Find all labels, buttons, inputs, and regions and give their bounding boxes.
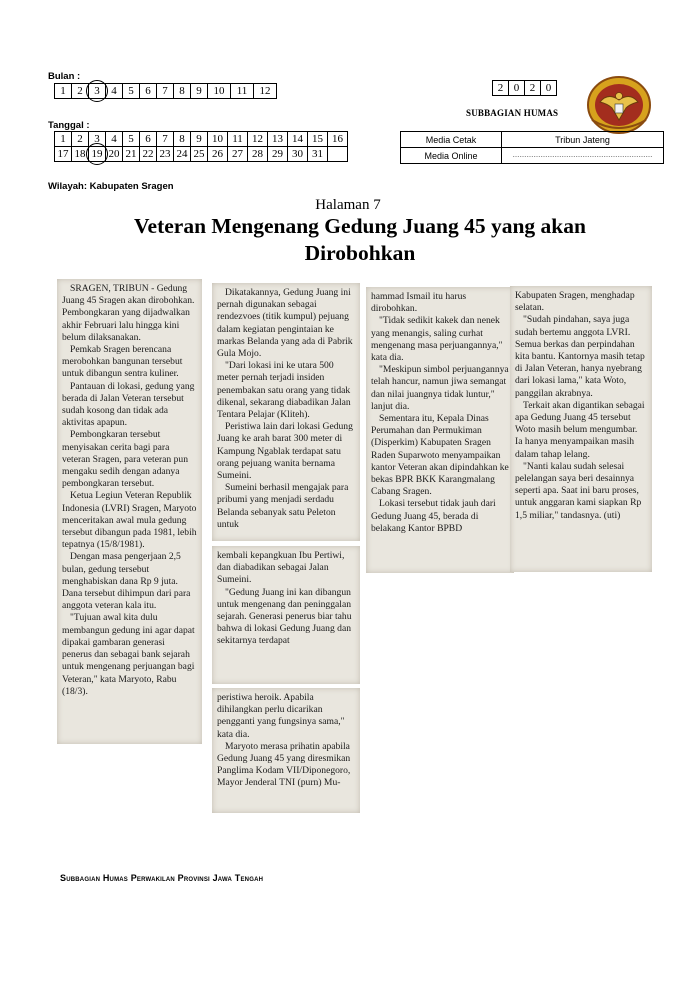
month-cell: 9 bbox=[191, 84, 208, 99]
article-column-3 bbox=[366, 287, 514, 573]
date-cell: 14 bbox=[288, 132, 308, 147]
date-cell: 24 bbox=[174, 147, 191, 162]
garuda-emblem-icon bbox=[586, 74, 652, 136]
article-paragraph: peristiwa heroik. Apabila dihilangkan perlu dicarikan pengganti yang fungsinya sama," kata dia. bbox=[217, 692, 345, 740]
article-paragraph: kembali kepangkuan Ibu Pertiwi, dan diabadikan sebagai Jalan Sumeini. bbox=[217, 550, 345, 586]
month-cell: 7 bbox=[157, 84, 174, 99]
article-paragraph: "Meskipun simbol perjuangannya telah hancur, namun jiwa semangat dan nilai juangnya tidak luntur," lanjut dia. bbox=[371, 364, 509, 412]
media-online-value: …………………………………………………… bbox=[502, 148, 664, 164]
month-cell: 2 bbox=[72, 84, 89, 99]
date-cell: 21 bbox=[123, 147, 140, 162]
date-cell: 19 bbox=[89, 147, 106, 162]
date-cell: 16 bbox=[328, 132, 348, 147]
media-cetak-label: Media Cetak bbox=[401, 132, 502, 148]
date-cell: 7 bbox=[157, 132, 174, 147]
date-cell: 8 bbox=[174, 132, 191, 147]
month-cell: 10 bbox=[208, 84, 231, 99]
article-paragraph: Ketua Legiun Veteran Republik Indonesia (LVRI) Sragen, Maryoto menceritakan awal mula gedung tersebut dibangun pada 1981, lebih tepatnya (15/8/1981). bbox=[62, 490, 197, 551]
date-cell: 17 bbox=[55, 147, 72, 162]
article-paragraph: Maryoto merasa prihatin apabila Gedung Juang 45 yang diresmikan Panglima Kodam VII/Diponegoro, Mayor Jenderal TNI (purn) Mu- bbox=[217, 740, 351, 789]
date-cell: 29 bbox=[268, 147, 288, 162]
article-paragraph: "Tujuan awal kita dulu membangun gedung ini agar dapat dipakai gambaran generasi penerus dan sebagai bank sejarah untuk mengenang perjuangan bagi Veteran," kata Maryoto, Rabu (18/3). bbox=[62, 612, 195, 697]
month-grid bbox=[54, 83, 277, 99]
article-paragraph: Lokasi tersebut tidak jauh dari Gedung Juang 45, berada di belakang Kantor BPBD bbox=[371, 498, 496, 534]
year-digit-cell: 0 bbox=[509, 81, 525, 96]
tanggal-label: Tanggal : bbox=[48, 120, 90, 131]
date-grid bbox=[54, 131, 348, 162]
article-paragraph: Pantauan di lokasi, gedung yang berada di Jalan Veteran tersebut sudah kosong dan tidak ada aktivitas apapun. bbox=[62, 380, 195, 429]
date-cell: 3 bbox=[89, 132, 106, 147]
month-cell: 6 bbox=[140, 84, 157, 99]
date-cell: 2 bbox=[72, 132, 89, 147]
date-cell: 30 bbox=[288, 147, 308, 162]
wilayah-label: Wilayah: Kabupaten Sragen bbox=[48, 181, 174, 192]
subbagian-humas-label: SUBBAGIAN HUMAS bbox=[466, 108, 559, 118]
halaman-label: Halaman 7 bbox=[315, 197, 381, 213]
article-paragraph: Peristiwa lain dari lokasi Gedung Juang ke arah barat 300 meter di Kampung Ngablak terdapat satu orang pejuang wanita bernama Sumeini. bbox=[217, 421, 353, 482]
date-cell: 25 bbox=[191, 147, 208, 162]
month-cell: 1 bbox=[55, 84, 72, 99]
article-paragraph: "Gedung Juang ini kan dibangun untuk mengenang dan peninggalan sejarah. Generasi penerus biar tahu bahwa di lokasi Gedung Juang dan sekitarnya terdapat bbox=[217, 586, 352, 647]
date-cell: 23 bbox=[157, 147, 174, 162]
date-cell: 28 bbox=[248, 147, 268, 162]
article-paragraph: Dengan masa pengerjaan 2,5 bulan, gedung tersebut menghabiskan dana Rp 9 juta. Dana tersebut dihimpun dari para anggota veteran kala itu. bbox=[62, 551, 191, 612]
month-cell: 4 bbox=[106, 84, 123, 99]
media-table bbox=[400, 131, 664, 164]
article-column-4 bbox=[510, 286, 652, 572]
date-cell: 26 bbox=[208, 147, 228, 162]
date-cell: 27 bbox=[228, 147, 248, 162]
month-cell: 5 bbox=[123, 84, 140, 99]
footer-text: Subbagian Humas Perwakilan Provinsi Jawa Tengah bbox=[60, 873, 264, 883]
article-paragraph: Pembongkaran tersebut menyisakan cerita bagi para veteran Sragen, para veteran pun mengaku sedih dengan adanya pembongkaran tersebut. bbox=[62, 429, 188, 490]
bulan-label: Bulan : bbox=[48, 71, 81, 82]
date-cell-empty bbox=[328, 147, 348, 162]
date-cell: 20 bbox=[106, 147, 123, 162]
article-paragraph: Kabupaten Sragen, menghadap selatan. bbox=[515, 290, 635, 314]
article-column-2c bbox=[212, 688, 360, 813]
date-cell: 9 bbox=[191, 132, 208, 147]
article-headline: Veteran Mengenang Gedung Juang 45 yang akan Dirobohkan bbox=[134, 214, 586, 265]
date-cell: 5 bbox=[123, 132, 140, 147]
article-column-2a bbox=[212, 283, 360, 541]
year-digit-cell: 0 bbox=[541, 81, 557, 96]
month-cell: 3 bbox=[89, 84, 106, 99]
year-digit-cell: 2 bbox=[493, 81, 509, 96]
date-cell: 15 bbox=[308, 132, 328, 147]
date-cell: 4 bbox=[106, 132, 123, 147]
article-paragraph: Dikatakannya, Gedung Juang ini pernah digunakan sebagai rendezvoes (titik kumpul) pejuang dalam kegiatan pengintaian ke markas Belanda yang ada di Pabrik Gula Mojo. bbox=[217, 287, 353, 360]
article-paragraph: Pemkab Sragen berencana merobohkan bangunan tersebut untuk dibangun sentra kuliner. bbox=[62, 344, 183, 380]
media-cetak-value: Tribun Jateng bbox=[502, 132, 664, 148]
date-cell: 18 bbox=[72, 147, 89, 162]
date-cell: 11 bbox=[228, 132, 248, 147]
article-paragraph: Terkait akan digantikan sebagai apa Gedung Juang 45 tersebut Woto masih belum mengumbar. Ia hanya menyampaikan masih dalam tahap lelang. bbox=[515, 399, 645, 460]
article-paragraph: "Dari lokasi ini ke utara 500 meter pernah terjadi insiden penembakan satu orang yang tidak dikenal, sekarang diabadikan Jalan Tentara Pelajar (Kliteh). bbox=[217, 360, 351, 421]
month-cell: 12 bbox=[254, 84, 277, 99]
date-cell: 22 bbox=[140, 147, 157, 162]
article-paragraph: SRAGEN, TRIBUN - Gedung Juang 45 Sragen akan dirobohkan. Pembongkaran yang dijadwalkan akhir Februari lalu hingga kini belum dilaksanakan. bbox=[62, 283, 195, 343]
month-cell: 11 bbox=[231, 84, 254, 99]
month-cell: 8 bbox=[174, 84, 191, 99]
date-cell: 31 bbox=[308, 147, 328, 162]
article-paragraph: "Nanti kalau sudah selesai pelelangan saya beri desainnya seperti apa. Saat ini baru proses, untuk anggaran kami siapkan Rp 1,5 miliar," tandasnya. (uti) bbox=[515, 460, 642, 521]
article-paragraph: Sumeini berhasil mengajak para pribumi yang menjadi serdadu Belanda sebanyak satu Peleton untuk bbox=[217, 482, 349, 530]
article-paragraph: "Sudah pindahan, saya juga sudah bertemu anggota LVRI. Semua berkas dan perpindahan kita bantu. Kantornya masih tetap di Jalan Veteran, hanya nyebrang dari lokasi lama," kata Woto, panggilan akrabnya. bbox=[515, 314, 645, 399]
media-online-label: Media Online bbox=[401, 148, 502, 164]
article-column-1 bbox=[57, 279, 202, 744]
article-paragraph: hammad Ismail itu harus dirobohkan. bbox=[371, 291, 467, 315]
date-cell: 6 bbox=[140, 132, 157, 147]
date-cell: 10 bbox=[208, 132, 228, 147]
article-paragraph: "Tidak sedikit kakek dan nenek yang menangis, saling curhat mengenang masa perjuangannya," kata dia. bbox=[371, 315, 503, 364]
article-column-2b bbox=[212, 546, 360, 684]
date-cell: 12 bbox=[248, 132, 268, 147]
date-cell: 13 bbox=[268, 132, 288, 147]
year-grid bbox=[492, 80, 557, 96]
date-cell: 1 bbox=[55, 132, 72, 147]
article-paragraph: Sementara itu, Kepala Dinas Perumahan dan Permukiman (Disperkim) Kabupaten Sragen Raden Suparwoto menyampaikan kantor Veteran akan dipindahkan ke bekas BPR BKK Karangmalang Cabang Sragen. bbox=[371, 413, 509, 498]
year-digit-cell: 2 bbox=[525, 81, 541, 96]
